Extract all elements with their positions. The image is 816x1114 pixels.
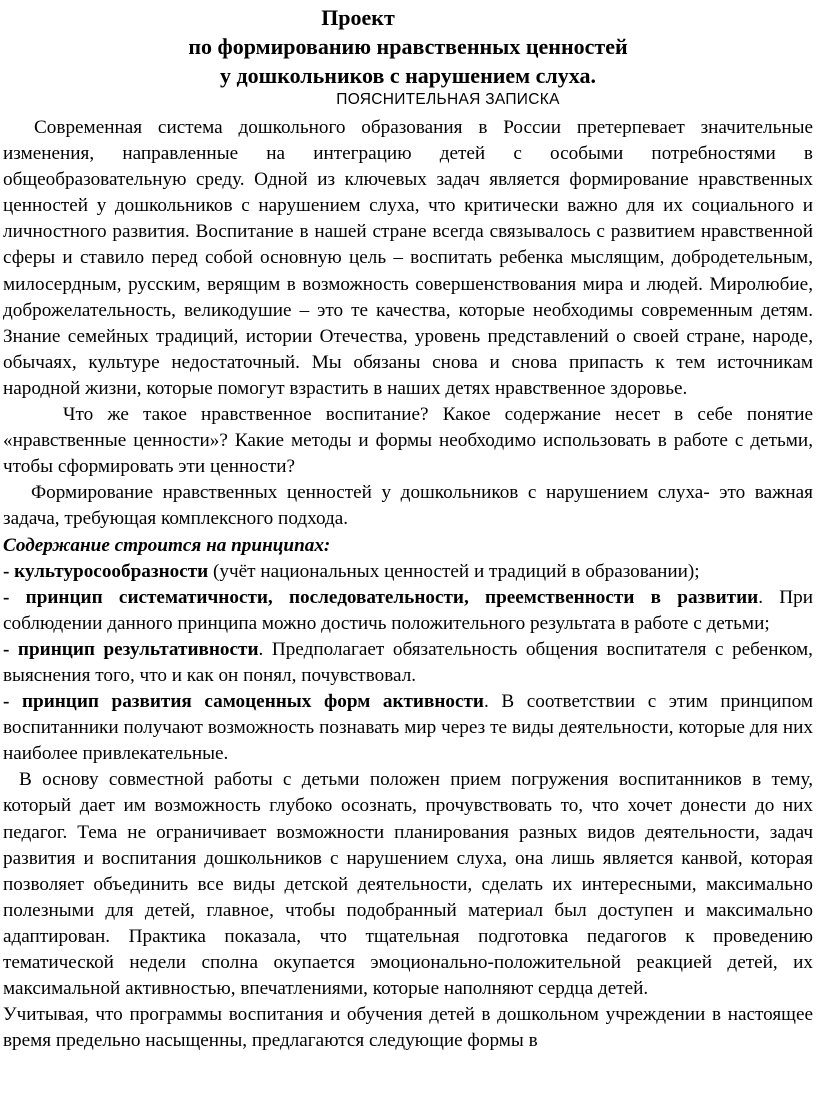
principle-name: - культуросообразности (3, 560, 209, 582)
principle-name: - принцип результативности (3, 638, 259, 660)
paragraph-forms: Учитывая, что программы воспитания и обучения детей в дошкольном учреждении в настоящее время предельно насыщенны, предлагаются следующие формы в (3, 1004, 813, 1052)
title-line-2: по формированию нравственных ценностей (188, 34, 628, 59)
title-line-1: Проект (321, 5, 395, 30)
principle-name: - принцип систематичности, последовательности, преемственности в развитии (3, 586, 759, 608)
principle-name: - принцип развития самоценных форм активности (3, 691, 484, 713)
principle-text: (учёт национальных ценностей и традиций в образовании); (208, 560, 700, 582)
principles-heading: Содержание строится на принципах: (3, 534, 331, 556)
document-body (0, 115, 816, 1054)
paragraph-complex-approach: Формирование нравственных ценностей у дошкольников с нарушением слуха- это важная задача, требующая комплексного подхода. (3, 482, 813, 530)
paragraph-immersion: В основу совместной работы с детьми положен прием погружения воспитанников в тему, который дает им возможность глубоко осознать, прочувствовать то, что хочет донести до них педагог. Тема не ограничивает возможности планирования разных видов деятельности, задач развития и воспитания дошкольников с нарушением слуха, она лишь является канвой, которая позволяет объединить все виды детской деятельности, сделать их интересными, максимально полезными для детей, главное, чтобы подобранный материал был доступен и максимально адаптирован. Практика показала, что тщательная подготовка педагогов к проведению тематической недели сполна окупается эмоционально-положительной реакцией детей, их максимальной активностью, впечатлениями, которые наполняют сердца детей. (3, 769, 813, 1000)
principle-text: . При соблюдении данного принципа можно достичь положительного результата в работе с детьми; (3, 586, 813, 634)
paragraph-questions: Что же такое нравственное воспитание? Какое содержание несет в себе понятие «нравственные ценности»? Какие методы и формы необходимо использовать в работе с детьми, чтобы сформировать эти ценности? (3, 404, 813, 478)
subtitle: ПОЯСНИТЕЛЬНАЯ ЗАПИСКА (336, 91, 560, 108)
title-line-3: у дошкольников с нарушением слуха. (220, 63, 596, 88)
principle-item (3, 689, 813, 767)
principle-item (3, 637, 813, 689)
principle-text: . Предполагает обязательность общения воспитателя с ребенком, выяснения того, что и как он понял, почувствовал. (3, 638, 813, 686)
principle-text: . В соответствии с этим принципом воспитанники получают возможность познавать мир через те виды деятельности, которые для них наиболее привлекательные. (3, 691, 813, 765)
paragraph-intro: Современная система дошкольного образования в России претерпевает значительные изменения, направленные на интеграцию детей с особыми потребностями в общеобразовательную среду. Одной из ключевых задач является формирование нравственных ценностей у дошкольников с нарушением слуха, что критически важно для их социального и личностного развития. Воспитание в нашей стране всегда связывалось с развитием нравственной сферы и ставило перед собой основную цель – воспитать ребенка мыслящим, добродетельным, милосердным, русским, верящим в возможность совершенствования мира и людей. Миролюбие, доброжелательность, великодушие – это те качества, которые необходимы современным детям. Знание семейных традиций, истории Отечества, уровень представлений о своей стране, народе, обычаях, культуре недостаточный. Мы обязаны снова и снова припасть к тем источникам народной жизни, которые помогут взрастить в наших детях нравственное здоровье. (3, 117, 813, 399)
principle-item (3, 559, 813, 585)
principle-item (3, 585, 813, 637)
